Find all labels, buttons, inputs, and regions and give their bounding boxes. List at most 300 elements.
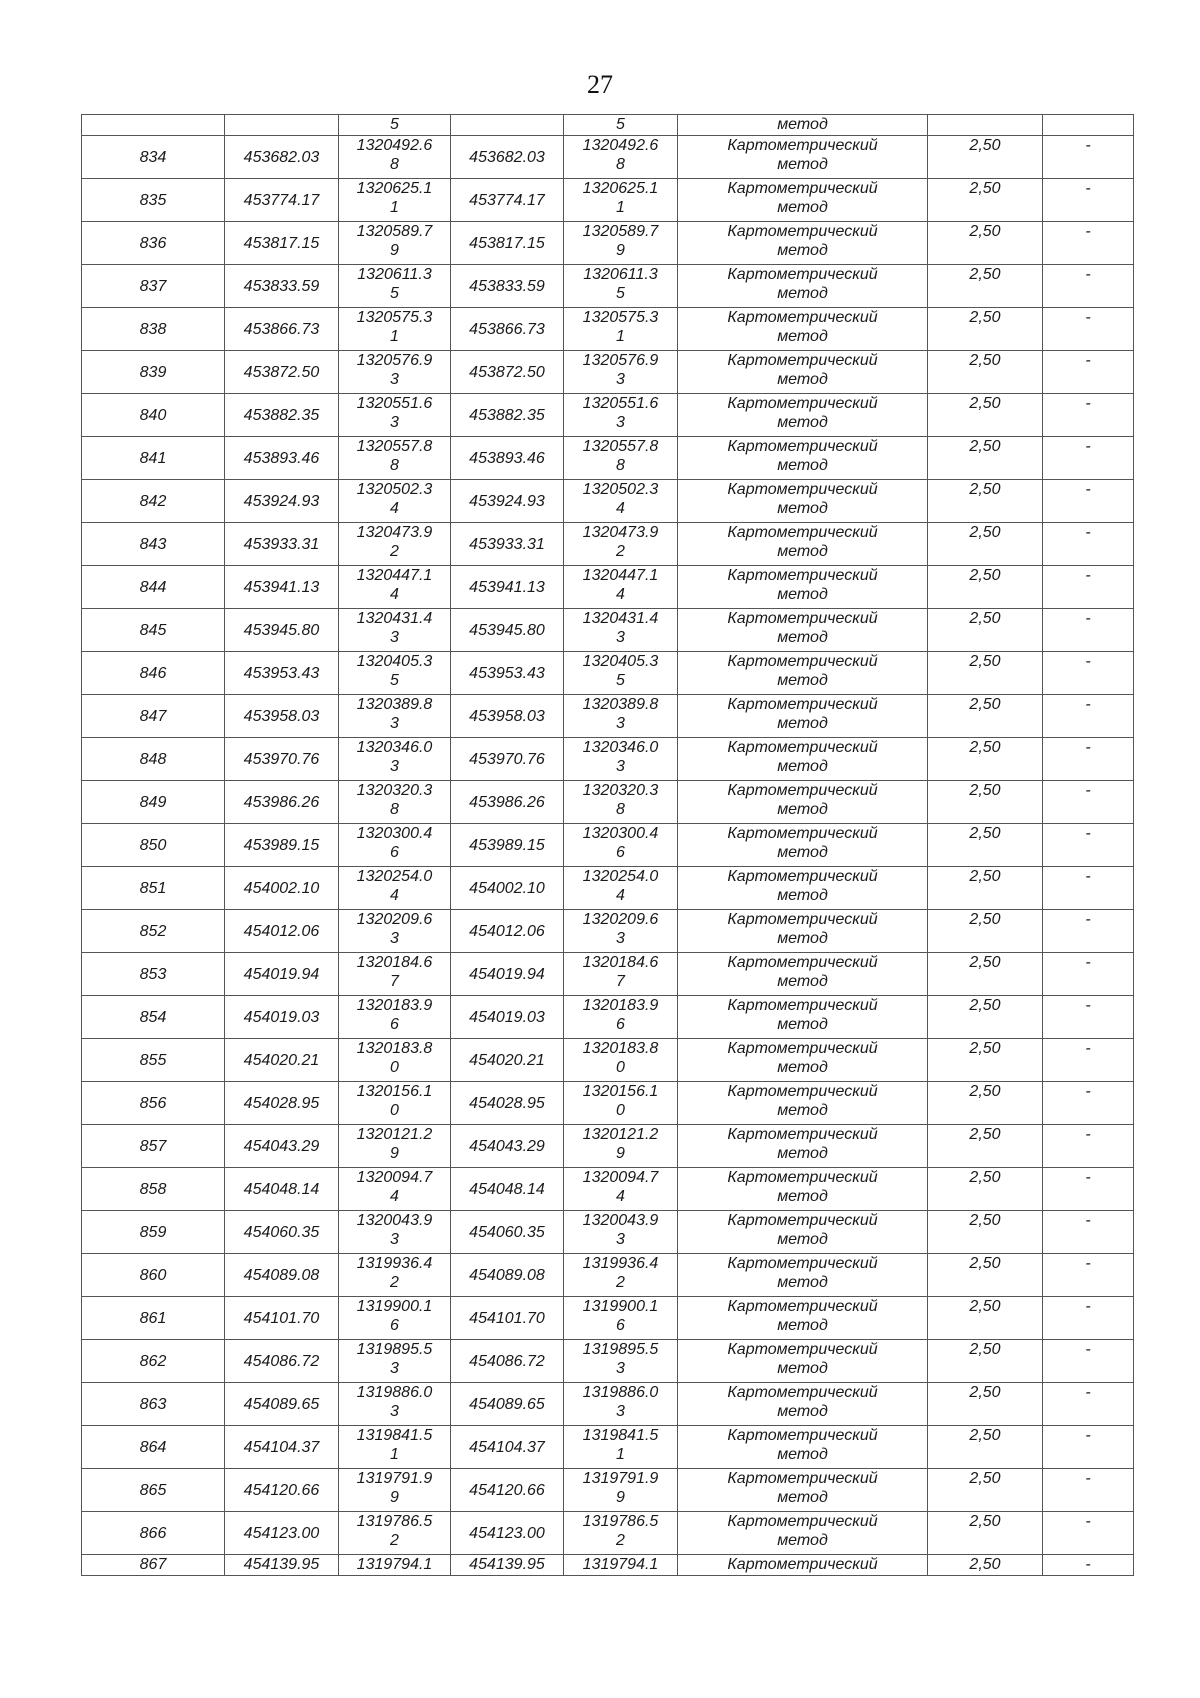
cell-method-line2: метод bbox=[777, 1360, 828, 1377]
cell-y2-line2: 4 bbox=[616, 586, 625, 603]
coordinates-table bbox=[81, 114, 1134, 1576]
cell-method-line1: Картометрический bbox=[727, 1083, 878, 1100]
table-row bbox=[82, 738, 1134, 781]
cell-method-line1: Картометрический bbox=[727, 180, 878, 197]
cell-y bbox=[339, 738, 451, 781]
cell-y2-line2: 5 bbox=[616, 285, 625, 302]
cell-x: 454101.70 bbox=[225, 1297, 339, 1340]
cell-num: 851 bbox=[82, 867, 225, 910]
cell-y-line2: 5 bbox=[390, 285, 399, 302]
cell-y-line2: 5 bbox=[390, 672, 399, 689]
cell-x2: 454089.08 bbox=[451, 1254, 564, 1297]
cell-num: 856 bbox=[82, 1082, 225, 1125]
cell-x: 454120.66 bbox=[225, 1469, 339, 1512]
cell-method-line1: Картометрический bbox=[727, 567, 878, 584]
table-row bbox=[82, 1426, 1134, 1469]
cell-num: 838 bbox=[82, 308, 225, 351]
cell-y2-line1: 1320625.1 bbox=[582, 180, 659, 197]
cell-desc bbox=[1043, 115, 1134, 136]
cell-y2 bbox=[564, 1254, 678, 1297]
cell-y-line1: 1320300.4 bbox=[356, 825, 433, 842]
cell-y2 bbox=[564, 523, 678, 566]
cell-desc: - bbox=[1043, 609, 1134, 652]
cell-accuracy: 2,50 bbox=[928, 996, 1043, 1039]
cell-desc: - bbox=[1043, 1039, 1134, 1082]
cell-method-line2: метод bbox=[777, 1188, 828, 1205]
cell-y-line2: 9 bbox=[390, 1489, 399, 1506]
cell-y2 bbox=[564, 222, 678, 265]
cell-x: 453970.76 bbox=[225, 738, 339, 781]
cell-num: 848 bbox=[82, 738, 225, 781]
cell-method bbox=[678, 566, 928, 609]
cell-accuracy: 2,50 bbox=[928, 867, 1043, 910]
cell-method bbox=[678, 1340, 928, 1383]
cell-x2 bbox=[451, 115, 564, 136]
table-row bbox=[82, 1125, 1134, 1168]
cell-y-line1: 1320094.7 bbox=[356, 1169, 433, 1186]
cell-y bbox=[339, 609, 451, 652]
cell-accuracy: 2,50 bbox=[928, 566, 1043, 609]
cell-y2-line1: 1320611.3 bbox=[583, 266, 658, 283]
cell-accuracy: 2,50 bbox=[928, 652, 1043, 695]
cell-desc: - bbox=[1043, 1297, 1134, 1340]
cell-x2: 454086.72 bbox=[451, 1340, 564, 1383]
cell-method-line1: Картометрический bbox=[727, 1384, 878, 1401]
cell-method-line2: метод bbox=[777, 1489, 828, 1506]
cell-desc: - bbox=[1043, 781, 1134, 824]
cell-y bbox=[339, 1039, 451, 1082]
table-row bbox=[82, 222, 1134, 265]
cell-y bbox=[339, 1168, 451, 1211]
cell-method-line2: метод bbox=[777, 758, 828, 775]
cell-num: 861 bbox=[82, 1297, 225, 1340]
cell-x2: 453817.15 bbox=[451, 222, 564, 265]
cell-num: 853 bbox=[82, 953, 225, 996]
cell-desc: - bbox=[1043, 308, 1134, 351]
cell-y-line1: 1319786.5 bbox=[356, 1513, 433, 1530]
cell-x: 454012.06 bbox=[225, 910, 339, 953]
cell-method-line1: Картометрический bbox=[727, 438, 878, 455]
cell-accuracy: 2,50 bbox=[928, 1082, 1043, 1125]
cell-y2 bbox=[564, 179, 678, 222]
cell-y bbox=[339, 1254, 451, 1297]
cell-y2 bbox=[564, 308, 678, 351]
cell-method-line2: метод bbox=[777, 1231, 828, 1248]
cell-y-line2: 8 bbox=[390, 457, 399, 474]
table-row bbox=[82, 695, 1134, 738]
cell-y-line1: 1320576.9 bbox=[356, 352, 433, 369]
cell-x2: 453986.26 bbox=[451, 781, 564, 824]
cell-y bbox=[339, 437, 451, 480]
cell-x2: 453893.46 bbox=[451, 437, 564, 480]
cell-method-line1: Картометрический bbox=[727, 309, 878, 326]
cell-y2 bbox=[564, 1512, 678, 1555]
table-row bbox=[82, 1555, 1134, 1576]
cell-y2 bbox=[564, 609, 678, 652]
cell-method-line1: Картометрический bbox=[727, 352, 878, 369]
cell-x: 453833.59 bbox=[225, 265, 339, 308]
cell-desc: - bbox=[1043, 1383, 1134, 1426]
cell-y bbox=[339, 1297, 451, 1340]
cell-y bbox=[339, 136, 451, 179]
cell-desc: - bbox=[1043, 1340, 1134, 1383]
cell-y2 bbox=[564, 953, 678, 996]
cell-desc: - bbox=[1043, 437, 1134, 480]
cell-accuracy: 2,50 bbox=[928, 609, 1043, 652]
cell-y-line1: 1320209.6 bbox=[356, 911, 433, 928]
cell-x: 453986.26 bbox=[225, 781, 339, 824]
cell-num: 837 bbox=[82, 265, 225, 308]
cell-method-line2: метод bbox=[777, 457, 828, 474]
cell-x2: 454123.00 bbox=[451, 1512, 564, 1555]
cell-y2-line1: 1320447.1 bbox=[582, 567, 659, 584]
cell-num: 839 bbox=[82, 351, 225, 394]
cell-method-line2: метод bbox=[777, 672, 828, 689]
cell-x: 454089.65 bbox=[225, 1383, 339, 1426]
cell-y2-line2: 6 bbox=[616, 844, 625, 861]
cell-num: 857 bbox=[82, 1125, 225, 1168]
cell-method bbox=[678, 824, 928, 867]
cell-x2: 453953.43 bbox=[451, 652, 564, 695]
cell-y bbox=[339, 523, 451, 566]
cell-y bbox=[339, 1125, 451, 1168]
cell-method-line1: Картометрический bbox=[727, 481, 878, 498]
cell-x: 454139.95 bbox=[225, 1555, 339, 1576]
cell-x: 454019.94 bbox=[225, 953, 339, 996]
cell-y bbox=[339, 351, 451, 394]
cell-num: 866 bbox=[82, 1512, 225, 1555]
cell-num: 846 bbox=[82, 652, 225, 695]
table-row bbox=[82, 953, 1134, 996]
cell-method: Картометрический bbox=[678, 1555, 928, 1576]
cell-x2: 454089.65 bbox=[451, 1383, 564, 1426]
cell-y2-line1: 1320346.0 bbox=[582, 739, 659, 756]
cell-y-line1: 1320346.0 bbox=[356, 739, 433, 756]
cell-x: 453817.15 bbox=[225, 222, 339, 265]
cell-y2-line1: 1319936.4 bbox=[582, 1255, 659, 1272]
cell-y-line1: 1320389.8 bbox=[356, 696, 433, 713]
cell-y2-line1: 1320589.7 bbox=[582, 223, 659, 240]
cell-y-line2: 7 bbox=[390, 973, 399, 990]
cell-y2-line2: 3 bbox=[616, 758, 625, 775]
cell-method-line2: метод bbox=[777, 801, 828, 818]
cell-method-line2: метод bbox=[777, 586, 828, 603]
cell-x: 453989.15 bbox=[225, 824, 339, 867]
cell-y-line2: 0 bbox=[390, 1102, 399, 1119]
cell-accuracy: 2,50 bbox=[928, 222, 1043, 265]
cell-method bbox=[678, 910, 928, 953]
cell-x: 454104.37 bbox=[225, 1426, 339, 1469]
cell-y-line2: 4 bbox=[390, 500, 399, 517]
cell-method-line1: Картометрический bbox=[727, 1169, 878, 1186]
cell-y-line1: 1320183.8 bbox=[356, 1040, 433, 1057]
cell-y-line2: 3 bbox=[390, 930, 399, 947]
cell-method-line1: Картометрический bbox=[727, 395, 878, 412]
cell-y2-line1: 1320557.8 bbox=[582, 438, 659, 455]
cell-x2: 454019.94 bbox=[451, 953, 564, 996]
cell-method-line2: метод bbox=[777, 500, 828, 517]
cell-num: 847 bbox=[82, 695, 225, 738]
cell-x: 454048.14 bbox=[225, 1168, 339, 1211]
cell-accuracy: 2,50 bbox=[928, 781, 1043, 824]
cell-method-line2: метод bbox=[777, 715, 828, 732]
cell-method-line2: метод bbox=[777, 1016, 828, 1033]
cell-y2-line2: 8 bbox=[616, 457, 625, 474]
cell-y2 bbox=[564, 652, 678, 695]
cell-accuracy: 2,50 bbox=[928, 1512, 1043, 1555]
cell-y-line2: 6 bbox=[390, 1016, 399, 1033]
cell-y bbox=[339, 566, 451, 609]
cell-desc: - bbox=[1043, 695, 1134, 738]
cell-y bbox=[339, 695, 451, 738]
cell-method bbox=[678, 996, 928, 1039]
cell-num: 852 bbox=[82, 910, 225, 953]
cell-y2-line2: 8 bbox=[616, 801, 625, 818]
cell-y2-line2: 0 bbox=[616, 1059, 625, 1076]
cell-y2 bbox=[564, 1168, 678, 1211]
page-number: 27 bbox=[587, 70, 613, 99]
cell-method-line2: метод bbox=[777, 1059, 828, 1076]
cell-y2-line1: 1320492.6 bbox=[582, 137, 659, 154]
cell-method bbox=[678, 1125, 928, 1168]
table-row bbox=[82, 824, 1134, 867]
cell-y2 bbox=[564, 910, 678, 953]
cell-x2: 453866.73 bbox=[451, 308, 564, 351]
cell-x: 454086.72 bbox=[225, 1340, 339, 1383]
cell-accuracy: 2,50 bbox=[928, 480, 1043, 523]
cell-x: 453933.31 bbox=[225, 523, 339, 566]
cell-y bbox=[339, 1340, 451, 1383]
cell-method bbox=[678, 1469, 928, 1512]
cell-y2 bbox=[564, 1426, 678, 1469]
cell-y2-line1: 1320431.4 bbox=[582, 610, 659, 627]
cell-method-line1: Картометрический bbox=[727, 739, 878, 756]
cell-y2 bbox=[564, 824, 678, 867]
cell-desc: - bbox=[1043, 910, 1134, 953]
cell-accuracy: 2,50 bbox=[928, 1426, 1043, 1469]
cell-method-line1: Картометрический bbox=[727, 997, 878, 1014]
cell-num: 859 bbox=[82, 1211, 225, 1254]
cell-accuracy: 2,50 bbox=[928, 1125, 1043, 1168]
cell-x: 453872.50 bbox=[225, 351, 339, 394]
cell-desc: - bbox=[1043, 1426, 1134, 1469]
table-row bbox=[82, 1297, 1134, 1340]
table-row bbox=[82, 609, 1134, 652]
cell-method-line2: метод bbox=[777, 242, 828, 259]
cell-y-line2: 1 bbox=[390, 328, 399, 345]
cell-y-line1: 1320183.9 bbox=[356, 997, 433, 1014]
cell-y2-line1: 1319841.5 bbox=[582, 1427, 659, 1444]
cell-y-line1: 1319895.5 bbox=[356, 1341, 433, 1358]
cell-accuracy: 2,50 bbox=[928, 351, 1043, 394]
cell-y-line1: 1320156.1 bbox=[356, 1083, 433, 1100]
cell-y bbox=[339, 910, 451, 953]
cell-desc: - bbox=[1043, 953, 1134, 996]
cell-y-line2: 2 bbox=[390, 543, 399, 560]
cell-y2-line2: 3 bbox=[616, 371, 625, 388]
cell-num: 844 bbox=[82, 566, 225, 609]
cell-method bbox=[678, 523, 928, 566]
cell-num: 835 bbox=[82, 179, 225, 222]
cell-desc: - bbox=[1043, 1469, 1134, 1512]
cell-method bbox=[678, 781, 928, 824]
cell-x: 454089.08 bbox=[225, 1254, 339, 1297]
cell-num: 840 bbox=[82, 394, 225, 437]
cell-desc: - bbox=[1043, 652, 1134, 695]
cell-method-line1: Картометрический bbox=[727, 954, 878, 971]
table-row bbox=[82, 910, 1134, 953]
cell-x2: 454020.21 bbox=[451, 1039, 564, 1082]
cell-desc: - bbox=[1043, 136, 1134, 179]
cell-x2: 453970.76 bbox=[451, 738, 564, 781]
cell-desc: - bbox=[1043, 394, 1134, 437]
cell-desc: - bbox=[1043, 480, 1134, 523]
cell-x: 454043.29 bbox=[225, 1125, 339, 1168]
cell-y2-line2: 5 bbox=[616, 672, 625, 689]
cell-y2-line2: 1 bbox=[616, 1446, 625, 1463]
cell-y bbox=[339, 953, 451, 996]
cell-y2-line1: 1320184.6 bbox=[582, 954, 659, 971]
cell-x2: 453872.50 bbox=[451, 351, 564, 394]
cell-method-line1: Картометрический bbox=[727, 1255, 878, 1272]
cell-x bbox=[225, 115, 339, 136]
cell-y-line2: 8 bbox=[390, 156, 399, 173]
cell-y-line2: 3 bbox=[390, 1231, 399, 1248]
cell-num: 849 bbox=[82, 781, 225, 824]
cell-method-line2: метод bbox=[777, 844, 828, 861]
cell-y-line1: 1319791.9 bbox=[356, 1470, 433, 1487]
cell-y2-line1: 1319895.5 bbox=[582, 1341, 659, 1358]
cell-method-line1: Картометрический bbox=[727, 1341, 878, 1358]
cell-y2: 5 bbox=[564, 115, 678, 136]
cell-x2: 454060.35 bbox=[451, 1211, 564, 1254]
cell-x: 453924.93 bbox=[225, 480, 339, 523]
table-row bbox=[82, 351, 1134, 394]
cell-y bbox=[339, 1512, 451, 1555]
table-row bbox=[82, 781, 1134, 824]
cell-y bbox=[339, 1082, 451, 1125]
cell-y2-line2: 2 bbox=[616, 1274, 625, 1291]
cell-y-line2: 3 bbox=[390, 758, 399, 775]
cell-desc: - bbox=[1043, 265, 1134, 308]
cell-y2-line1: 1320094.7 bbox=[582, 1169, 659, 1186]
cell-y bbox=[339, 652, 451, 695]
cell-y2-line2: 4 bbox=[616, 500, 625, 517]
cell-y bbox=[339, 222, 451, 265]
cell-method bbox=[678, 1383, 928, 1426]
cell-method bbox=[678, 1254, 928, 1297]
cell-y bbox=[339, 308, 451, 351]
table-row bbox=[82, 1082, 1134, 1125]
cell-x: 454019.03 bbox=[225, 996, 339, 1039]
cell-y-line1: 1320551.6 bbox=[356, 395, 433, 412]
cell-num: 855 bbox=[82, 1039, 225, 1082]
cell-method-line2: метод bbox=[777, 1446, 828, 1463]
cell-y2-line1: 1319786.5 bbox=[582, 1513, 659, 1530]
cell-y bbox=[339, 824, 451, 867]
cell-method bbox=[678, 652, 928, 695]
cell-method bbox=[678, 738, 928, 781]
cell-y-line1: 1319936.4 bbox=[356, 1255, 433, 1272]
cell-num: 860 bbox=[82, 1254, 225, 1297]
cell-desc: - bbox=[1043, 867, 1134, 910]
cell-desc: - bbox=[1043, 1125, 1134, 1168]
cell-x2: 453933.31 bbox=[451, 523, 564, 566]
cell-y-line1: 1320043.9 bbox=[356, 1212, 433, 1229]
cell-y2-line1: 1320183.8 bbox=[582, 1040, 659, 1057]
cell-y-line1: 1320320.3 bbox=[356, 782, 433, 799]
cell-y2-line1: 1319791.9 bbox=[582, 1470, 659, 1487]
cell-y2 bbox=[564, 480, 678, 523]
cell-num: 865 bbox=[82, 1469, 225, 1512]
cell-y-line2: 6 bbox=[390, 844, 399, 861]
cell-x: 454123.00 bbox=[225, 1512, 339, 1555]
cell-y2-line2: 3 bbox=[616, 715, 625, 732]
cell-x2: 454012.06 bbox=[451, 910, 564, 953]
cell-method-line1: Картометрический bbox=[727, 868, 878, 885]
cell-num: 862 bbox=[82, 1340, 225, 1383]
cell-accuracy: 2,50 bbox=[928, 136, 1043, 179]
cell-method bbox=[678, 437, 928, 480]
cell-method-line1: Картометрический bbox=[727, 696, 878, 713]
cell-desc: - bbox=[1043, 1082, 1134, 1125]
cell-y2-line2: 4 bbox=[616, 1188, 625, 1205]
cell-y-line1: 1320502.3 bbox=[356, 481, 433, 498]
cell-y-line2: 3 bbox=[390, 371, 399, 388]
cell-y2-line1: 1320043.9 bbox=[582, 1212, 659, 1229]
table-row bbox=[82, 179, 1134, 222]
cell-y2-line1: 1320254.0 bbox=[582, 868, 659, 885]
cell-x: 453882.35 bbox=[225, 394, 339, 437]
cell-method-line1: Картометрический bbox=[727, 782, 878, 799]
cell-y-line1: 1320254.0 bbox=[356, 868, 433, 885]
cell-x2: 454019.03 bbox=[451, 996, 564, 1039]
cell-method-line2: метод bbox=[777, 1145, 828, 1162]
cell-desc: - bbox=[1043, 179, 1134, 222]
cell-y2 bbox=[564, 1211, 678, 1254]
cell-y2-line2: 2 bbox=[616, 1532, 625, 1549]
cell-y2-line1: 1320121.2 bbox=[582, 1126, 659, 1143]
cell-method-line1: Картометрический bbox=[727, 911, 878, 928]
cell-desc: - bbox=[1043, 738, 1134, 781]
cell-method bbox=[678, 867, 928, 910]
cell-y2-line1: 1319886.0 bbox=[582, 1384, 659, 1401]
cell-desc: - bbox=[1043, 523, 1134, 566]
cell-y2-line2: 8 bbox=[616, 156, 625, 173]
cell-accuracy: 2,50 bbox=[928, 1340, 1043, 1383]
cell-method bbox=[678, 394, 928, 437]
cell-method-line2: метод bbox=[777, 1274, 828, 1291]
cell-method-line2: метод bbox=[777, 1317, 828, 1334]
cell-y bbox=[339, 781, 451, 824]
cell-num: 842 bbox=[82, 480, 225, 523]
cell-y2-line2: 4 bbox=[616, 887, 625, 904]
cell-y-line1: 1320121.2 bbox=[356, 1126, 433, 1143]
cell-y2 bbox=[564, 265, 678, 308]
cell-method-line1: Картометрический bbox=[727, 524, 878, 541]
cell-x: 453866.73 bbox=[225, 308, 339, 351]
cell-y2-line2: 9 bbox=[616, 1489, 625, 1506]
cell-x2: 453941.13 bbox=[451, 566, 564, 609]
table-row bbox=[82, 1340, 1134, 1383]
cell-y2 bbox=[564, 738, 678, 781]
cell-y-line2: 4 bbox=[390, 1188, 399, 1205]
cell-method bbox=[678, 1297, 928, 1340]
cell-x2: 453682.03 bbox=[451, 136, 564, 179]
cell-desc: - bbox=[1043, 1168, 1134, 1211]
cell-method bbox=[678, 1512, 928, 1555]
cell-y-line2: 3 bbox=[390, 715, 399, 732]
